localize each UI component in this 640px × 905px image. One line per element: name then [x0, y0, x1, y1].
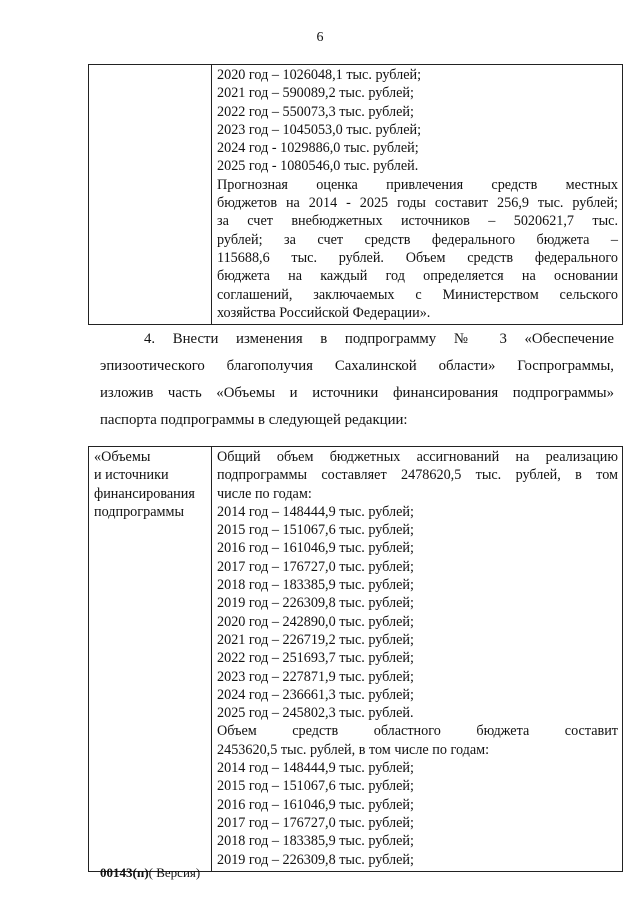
forecast-line: рублей; за счет средств федерального бюджета –: [217, 231, 618, 248]
year-line: 2014 год – 148444,9 тыс. рублей;: [217, 760, 414, 777]
year-line: 2024 год - 1029886,0 тыс. рублей;: [217, 140, 419, 157]
forecast-line: Прогнозная оценка привлечения средств местных: [217, 176, 618, 193]
year-line: 2020 год – 1026048,1 тыс. рублей;: [217, 67, 422, 83]
total-line: подпрограммы составляет 2478620,5 тыс. рублей, в том: [217, 467, 618, 484]
year-line: 2017 год – 176727,0 тыс. рублей;: [217, 558, 414, 575]
funding-details-cell: [212, 447, 623, 872]
document-version: ( Версия): [148, 865, 201, 880]
page-number: 6: [316, 30, 324, 45]
document-footer: [100, 865, 200, 881]
paragraph-line: изложив часть «Объемы и источники финансирования подпрограммы»: [100, 385, 614, 401]
forecast-line: бюджета на каждый год определяется на основании: [217, 268, 618, 285]
year-line: 2016 год – 161046,9 тыс. рублей;: [217, 540, 414, 557]
total-line: числе по годам:: [217, 485, 312, 502]
year-line: 2014 год – 148444,9 тыс. рублей;: [217, 503, 414, 520]
year-line: 2019 год – 226309,8 тыс. рублей;: [217, 595, 414, 612]
label-line: подпрограммы: [94, 503, 184, 520]
total-line: Общий объем бюджетных ассигнований на реализацию: [217, 449, 618, 465]
forecast-line: бюджетов на 2014 - 2025 годы составит 256,9 тыс. рублей;: [217, 195, 618, 212]
funding-details-cell: [212, 65, 623, 325]
year-line: 2015 год – 151067,6 тыс. рублей;: [217, 778, 414, 795]
year-line: 2016 год – 161046,9 тыс. рублей;: [217, 796, 414, 813]
paragraph-line: 4. Внести изменения в подпрограмму № 3 «Обеспечение: [144, 331, 614, 347]
year-line: 2022 год – 550073,3 тыс. рублей;: [217, 103, 414, 120]
subprogram-funding-table: [88, 446, 623, 872]
year-line: 2020 год – 242890,0 тыс. рублей;: [217, 613, 414, 630]
forecast-line: соглашений, заключаемых с Министерством сельского: [217, 286, 618, 303]
regional-line: Объем средств областного бюджета составит: [217, 723, 618, 740]
year-line: 2022 год – 251693,7 тыс. рублей;: [217, 650, 414, 667]
regional-line: 2453620,5 тыс. рублей, в том числе по годам:: [217, 741, 490, 758]
empty-label-cell: [89, 65, 212, 325]
year-line: 2024 год – 236661,3 тыс. рублей;: [217, 686, 414, 703]
year-line: 2019 год – 226309,8 тыс. рублей;: [217, 851, 414, 868]
year-line: 2018 год – 183385,9 тыс. рублей;: [217, 833, 414, 850]
forecast-line: хозяйства Российской Федерации».: [217, 304, 431, 321]
year-line: 2023 год – 1045053,0 тыс. рублей;: [217, 121, 422, 138]
document-code: 00143(п): [100, 865, 149, 880]
paragraph-line: паспорта подпрограммы в следующей редакции:: [100, 412, 408, 428]
paragraph-line: эпизоотического благополучия Сахалинской области» Госпрограммы,: [100, 358, 614, 374]
year-line: 2018 год – 183385,9 тыс. рублей;: [217, 577, 414, 594]
year-line: 2023 год – 227871,9 тыс. рублей;: [217, 668, 414, 685]
funding-table-continued: [88, 64, 623, 325]
year-line: 2025 год - 1080546,0 тыс. рублей.: [217, 158, 419, 175]
label-cell: [89, 447, 212, 872]
forecast-line: 115688,6 тыс. рублей. Объем средств федерального: [217, 249, 618, 266]
year-line: 2021 год – 226719,2 тыс. рублей;: [217, 631, 414, 648]
year-line: 2015 год – 151067,6 тыс. рублей;: [217, 522, 414, 539]
year-line: 2017 год – 176727,0 тыс. рублей;: [217, 814, 414, 831]
label-line: и источники: [94, 467, 169, 484]
label-line: финансирования: [94, 485, 195, 502]
forecast-line: за счет внебюджетных источников – 5020621,7 тыс.: [217, 213, 618, 230]
label-line: «Объемы: [94, 449, 151, 465]
amendment-paragraph: [100, 326, 614, 434]
year-line: 2025 год – 245802,3 тыс. рублей.: [217, 705, 414, 722]
year-line: 2021 год – 590089,2 тыс. рублей;: [217, 85, 414, 102]
